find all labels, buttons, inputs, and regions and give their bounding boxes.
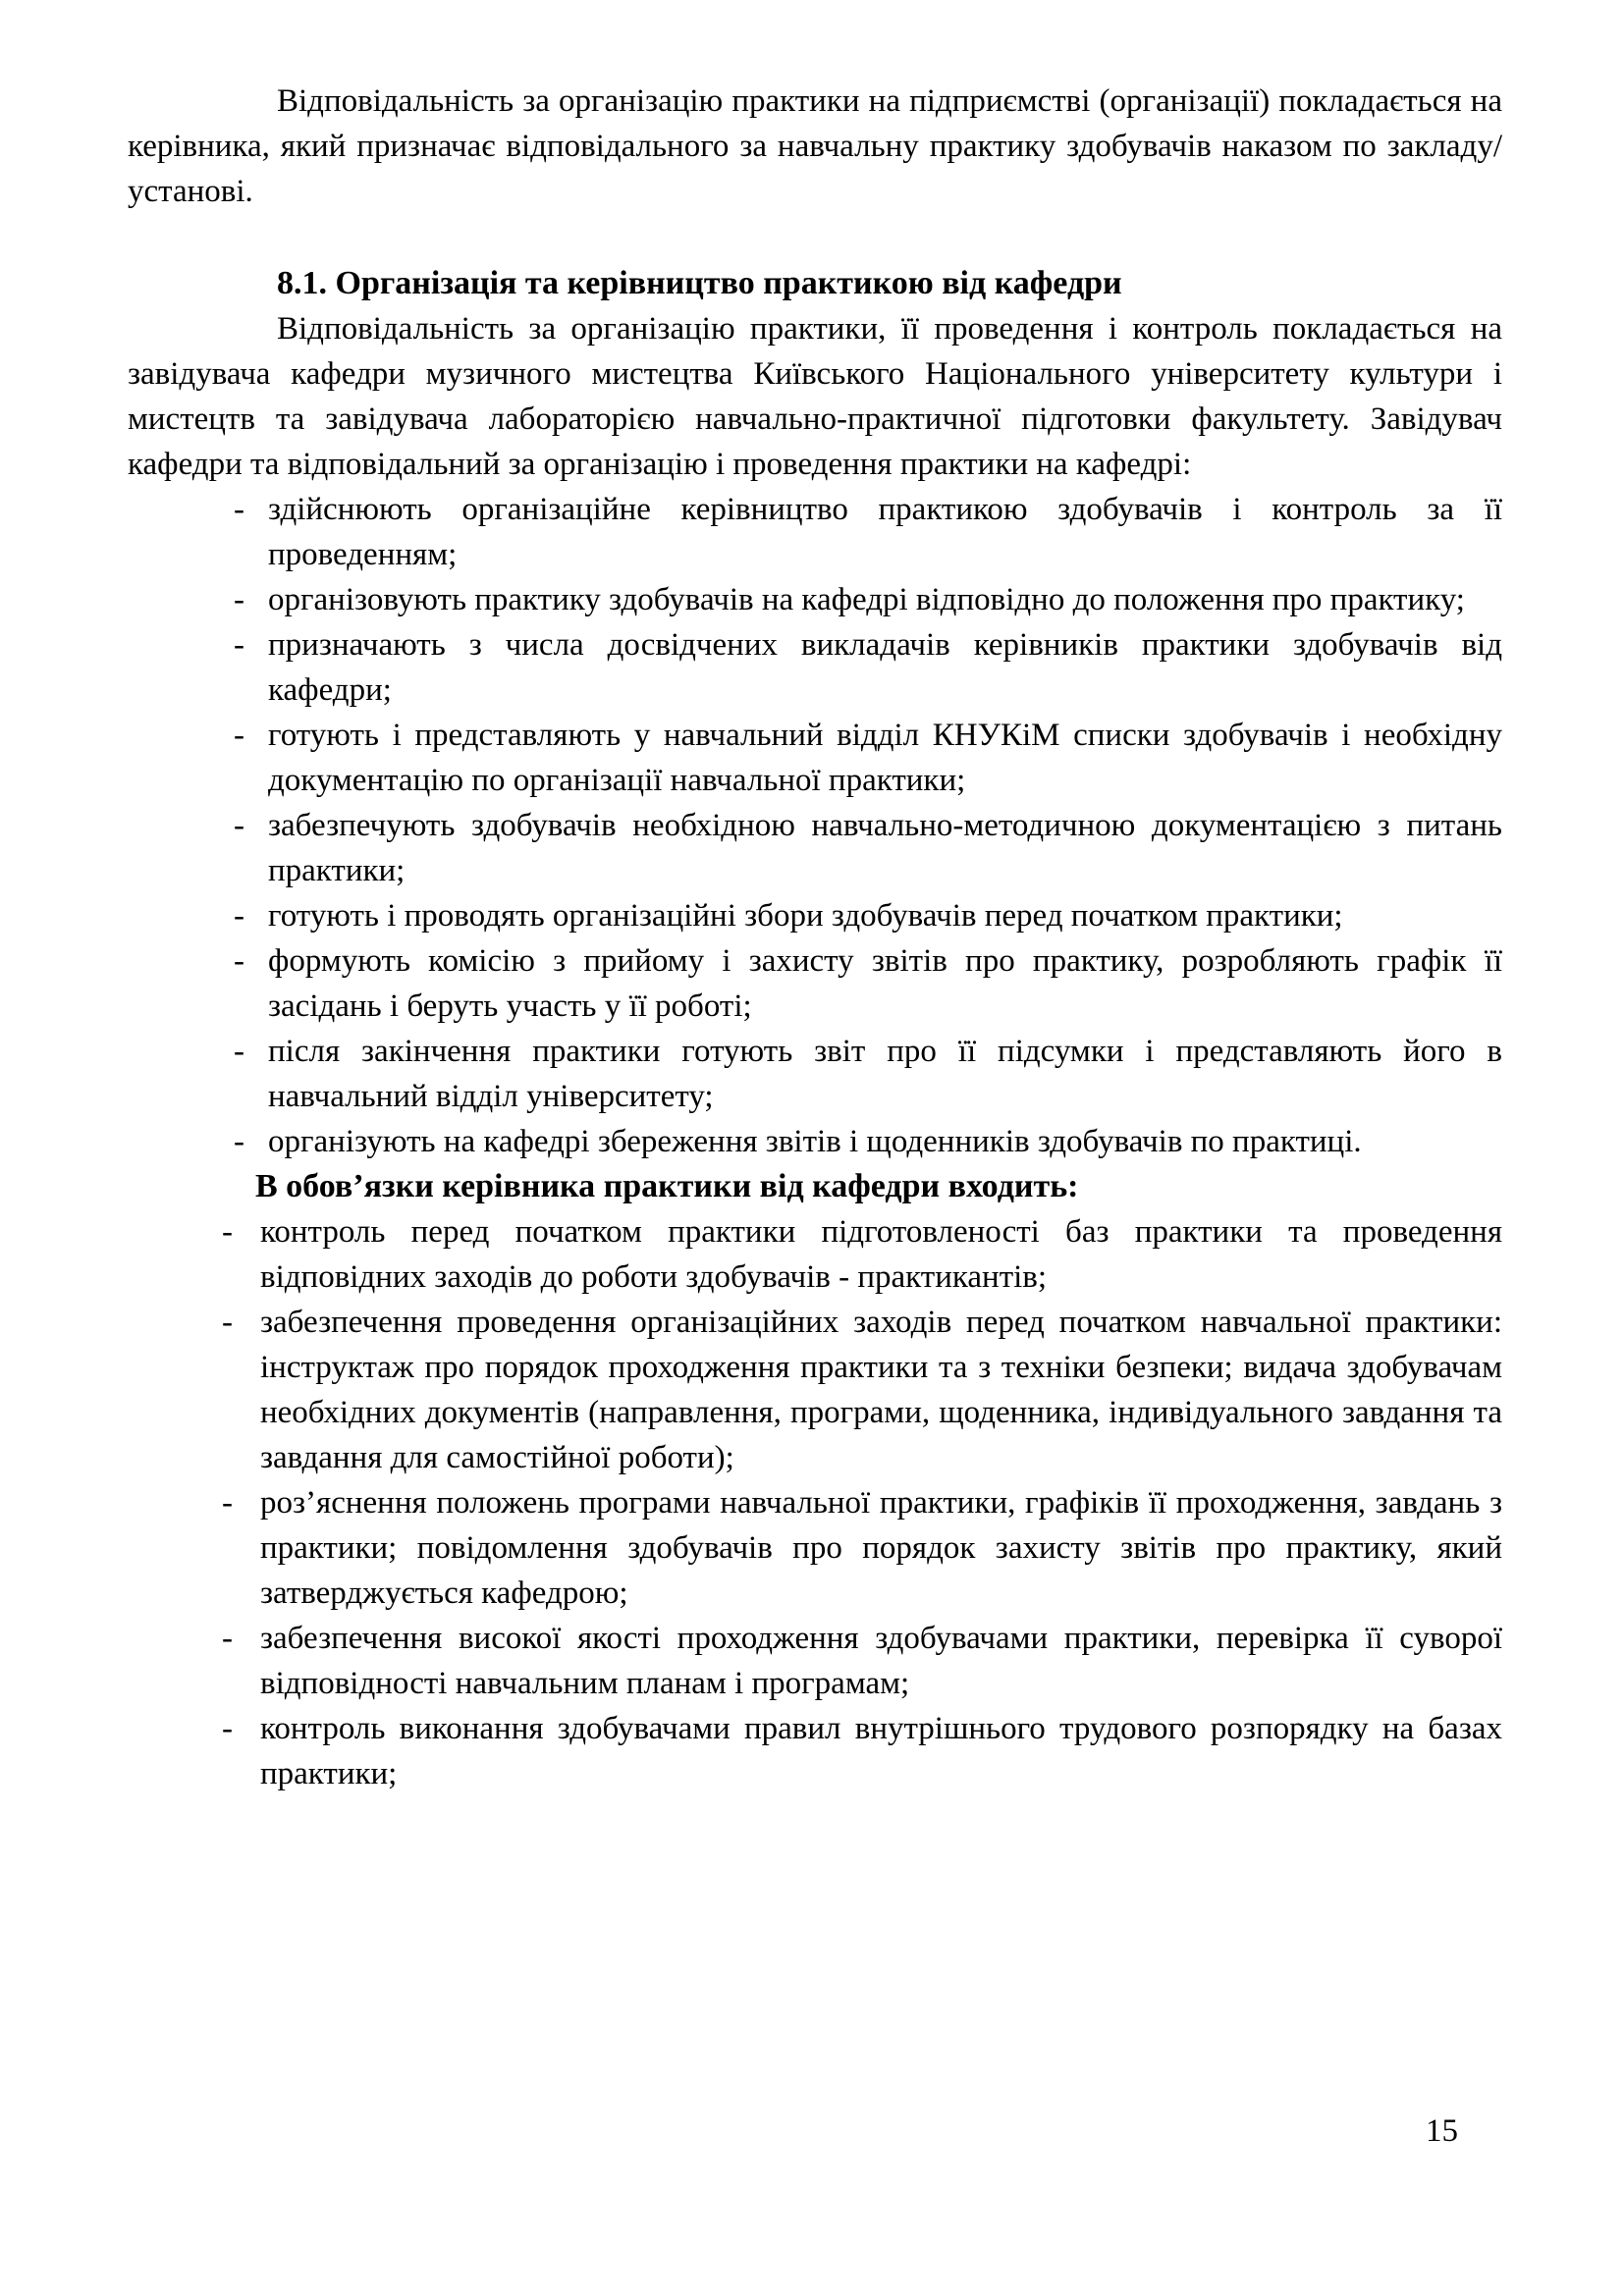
paragraph-department-responsibility: Відповідальність за організацію практики, її проведення і контроль покладається на завідувача кафедри музичного мистецтва Київського Національного університету культури і мистецтв та завідувача лабораторією навчально-практичної підготовки факультету. Завідувач кафедри та відповідальний за організацію і проведення практики на кафедрі:	[128, 311, 1502, 482]
list-item: - здійснюють організаційне керівництво практикою здобувачів і контроль за її проведенням;	[128, 487, 1502, 577]
list-item: - формують комісію з прийому і захисту звітів про практику, розробляють графік її засідань і беруть участь у її роботі;	[128, 938, 1502, 1029]
list-item: - організовують практику здобувачів на кафедрі відповідно до положення про практику;	[128, 577, 1502, 622]
paragraph-enterprise-responsibility: Відповідальність за організацію практики на підприємстві (організації) покладається на керівника, який призначає відповідального за навчальну практику здобувачів наказом по закладу/установі.	[128, 83, 1502, 209]
list-item: - готують і представляють у навчальний відділ КНУКіМ списки здобувачів і необхідну документацію по організації навчальної практики;	[128, 713, 1502, 803]
list-item: - готують і проводять організаційні збори здобувачів перед початком практики;	[128, 893, 1502, 938]
list-item: - призначають з числа досвідчених викладачів керівників практики здобувачів від кафедри;	[128, 622, 1502, 713]
list-item: - роз’яснення положень програми навчальної практики, графіків її проходження, завдань з практики; повідомлення здобувачів про порядок захисту звітів про практику, який затверджується кафедрою;	[128, 1480, 1502, 1616]
page-number: 15	[1426, 2113, 1458, 2149]
page-content	[128, 79, 1502, 1796]
section-heading-8-1: 8.1. Організація та керівництво практикою від кафедри	[277, 265, 1122, 301]
list-item: - після закінчення практики готують звіт про її підсумки і представляють його в навчальний відділ університету;	[128, 1029, 1502, 1119]
list-item: - контроль перед початком практики підготовленості баз практики та проведення відповідних заходів до роботи здобувачів - практикантів;	[128, 1209, 1502, 1300]
department-duties-list	[128, 487, 1502, 1164]
list-item: - забезпечення високої якості проходження здобувачами практики, перевірка її суворої відповідності навчальним планам і програмам;	[128, 1616, 1502, 1706]
list-item: - забезпечення проведення організаційних заходів перед початком навчальної практики: інструктаж про порядок проходження практики та з техніки безпеки; видача здобувачам необхідних документів (направлення, програми, щоденника, індивідуального завдання та завдання для самостійної роботи);	[128, 1300, 1502, 1480]
list-item: - контроль виконання здобувачами правил внутрішнього трудового розпорядку на базах практики;	[128, 1706, 1502, 1796]
list-item: - забезпечують здобувачів необхідною навчально-методичною документацією з питань практики;	[128, 803, 1502, 893]
supervisor-duties-list	[128, 1209, 1502, 1796]
list-item: - організують на кафедрі збереження звітів і щоденників здобувачів по практиці.	[128, 1119, 1502, 1164]
subheading-supervisor-duties: В обов’язки керівника практики від кафедри входить:	[255, 1168, 1079, 1204]
